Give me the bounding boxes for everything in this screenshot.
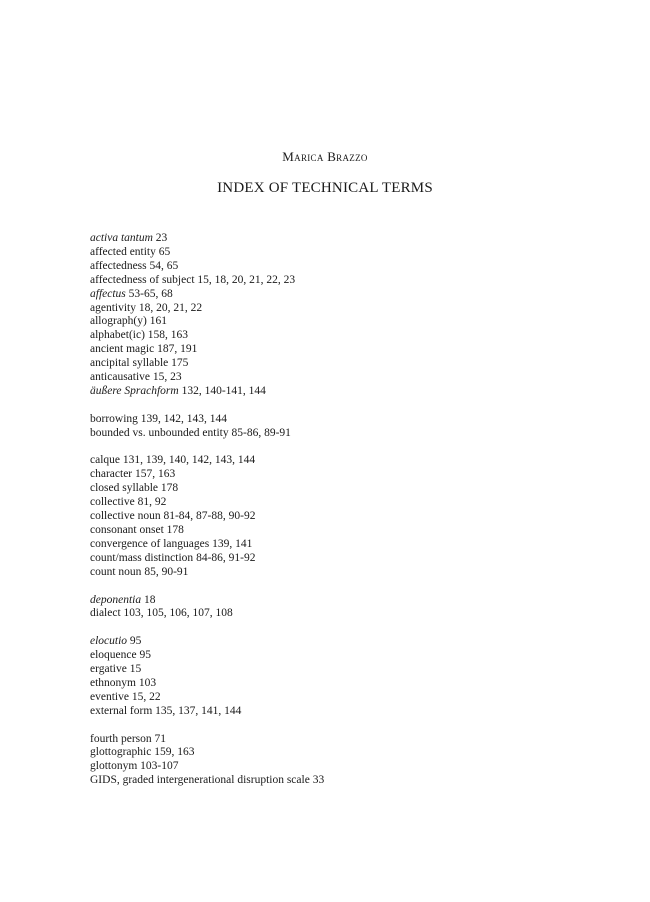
index-entry: [90, 566, 570, 580]
index-term: external form: [90, 704, 153, 717]
index-pages: 33: [312, 774, 325, 787]
index-entry: [90, 774, 570, 788]
index-entry: [90, 385, 570, 399]
index-entry: [90, 510, 570, 524]
index-term: collective noun: [90, 510, 161, 523]
index-term: glottonym: [90, 760, 138, 773]
index-term: alphabet(ic): [90, 329, 145, 342]
index-term: ergative: [90, 663, 127, 676]
index-entry: [90, 635, 570, 649]
index-entry: [90, 357, 570, 371]
index-term: count noun: [90, 565, 142, 578]
index-term: fourth person: [90, 732, 152, 745]
index-entry: [90, 663, 570, 677]
index-pages: 65: [158, 245, 171, 258]
index-term: affected entity: [90, 245, 156, 258]
index-entry: [90, 302, 570, 316]
index-entry: [90, 315, 570, 329]
index-entry: [90, 329, 570, 343]
index-pages: 178: [160, 482, 179, 495]
index-pages: 23: [155, 232, 168, 244]
index-term: ancient magic: [90, 343, 155, 356]
index-pages: 18: [143, 593, 156, 606]
index-entry: [90, 552, 570, 566]
index-group: [90, 454, 570, 579]
index-pages: 85-86, 89-91: [231, 426, 291, 439]
index-pages: 132, 140-141, 144: [181, 384, 266, 397]
index-term: consonant onset: [90, 524, 164, 536]
index-term: agentivity: [90, 301, 136, 314]
index-term: äußere Sprachform: [90, 384, 179, 397]
index-entry: [90, 427, 570, 441]
index-entry: [90, 705, 570, 719]
index-pages: 135, 137, 141, 144: [155, 704, 242, 717]
index-term: affectus: [90, 287, 126, 300]
index-pages: 85, 90-91: [144, 565, 189, 578]
index-term: calque: [90, 454, 121, 467]
index-pages: 54, 65: [149, 259, 179, 272]
index-term: anticausative: [90, 371, 151, 384]
index-entry: [90, 232, 570, 246]
index-entry: [90, 288, 570, 302]
index-term: ancipital syllable: [90, 357, 169, 370]
index-entry: [90, 260, 570, 274]
index-term: eventive: [90, 690, 129, 703]
index-group: [90, 232, 570, 399]
index-entry: [90, 246, 570, 260]
index-pages: 158, 163: [147, 329, 189, 342]
index-term: count/mass distinction: [90, 551, 194, 564]
index-group: [90, 733, 570, 789]
index-pages: 53-65, 68: [128, 287, 173, 300]
index-term: glottographic: [90, 746, 152, 759]
index-pages: 175: [171, 357, 189, 370]
index-pages: 178: [166, 524, 184, 536]
index-pages: 15, 23: [152, 371, 182, 384]
index-entry: [90, 371, 570, 385]
index-entry: [90, 496, 570, 510]
running-author: Marica Brazzo: [282, 149, 368, 164]
index-entry: [90, 594, 570, 608]
index-pages: 71: [154, 732, 167, 745]
index-entry: [90, 413, 570, 427]
index-entry: [90, 691, 570, 705]
index-group: [90, 413, 570, 441]
index-term: eloquence: [90, 649, 137, 662]
index-term: elocutio: [90, 635, 128, 648]
index-entry: [90, 538, 570, 552]
index-pages: 161: [149, 315, 167, 328]
index-pages: 139, 142, 143, 144: [140, 412, 228, 425]
index-list: [90, 232, 570, 802]
index-pages: 95: [129, 635, 142, 648]
index-entry: [90, 482, 570, 496]
page-title: INDEX OF TECHNICAL TERMS: [217, 180, 433, 196]
index-entry: [90, 468, 570, 482]
index-entry: [90, 677, 570, 691]
index-entry: [90, 524, 570, 538]
index-term: affectedness of subject: [90, 273, 195, 286]
index-pages: 95: [139, 649, 151, 662]
index-pages: 139, 141: [212, 537, 253, 550]
index-term: character: [90, 468, 133, 481]
index-entry: [90, 760, 570, 774]
index-pages: 84-86, 91-92: [196, 551, 256, 564]
index-entry: [90, 733, 570, 747]
index-group: [90, 594, 570, 622]
index-term: closed syllable: [90, 482, 159, 495]
index-term: collective: [90, 496, 135, 509]
index-term: GIDS, graded intergenerational disruption scale: [90, 774, 310, 787]
index-pages: 103, 105, 106, 107, 108: [123, 607, 233, 620]
index-term: convergence of languages: [90, 537, 210, 550]
index-pages: 103: [138, 676, 157, 689]
index-entry: [90, 343, 570, 357]
index-term: activa tantum: [90, 232, 153, 244]
index-pages: 15, 18, 20, 21, 22, 23: [197, 273, 296, 286]
index-entry: [90, 274, 570, 288]
index-pages: 15: [129, 663, 142, 676]
index-pages: 159, 163: [154, 746, 195, 759]
index-pages: 18, 20, 21, 22: [138, 301, 203, 314]
index-pages: 187, 191: [157, 343, 198, 356]
index-pages: 103-107: [140, 760, 179, 773]
index-pages: 131, 139, 140, 142, 143, 144: [122, 454, 256, 467]
index-term: bounded vs. unbounded entity: [90, 426, 229, 439]
index-pages: 81, 92: [137, 496, 167, 509]
index-pages: 15, 22: [131, 690, 161, 703]
index-term: deponentia: [90, 593, 142, 606]
index-term: dialect: [90, 607, 121, 620]
index-pages: 81-84, 87-88, 90-92: [163, 510, 256, 523]
index-term: affectedness: [90, 259, 147, 272]
index-entry: [90, 607, 570, 621]
index-term: allograph(y): [90, 315, 147, 328]
index-entry: [90, 454, 570, 468]
index-entry: [90, 746, 570, 760]
index-term: borrowing: [90, 412, 138, 425]
index-entry: [90, 649, 570, 663]
index-term: ethnonym: [90, 676, 136, 689]
index-group: [90, 635, 570, 718]
index-pages: 157, 163: [135, 468, 176, 481]
